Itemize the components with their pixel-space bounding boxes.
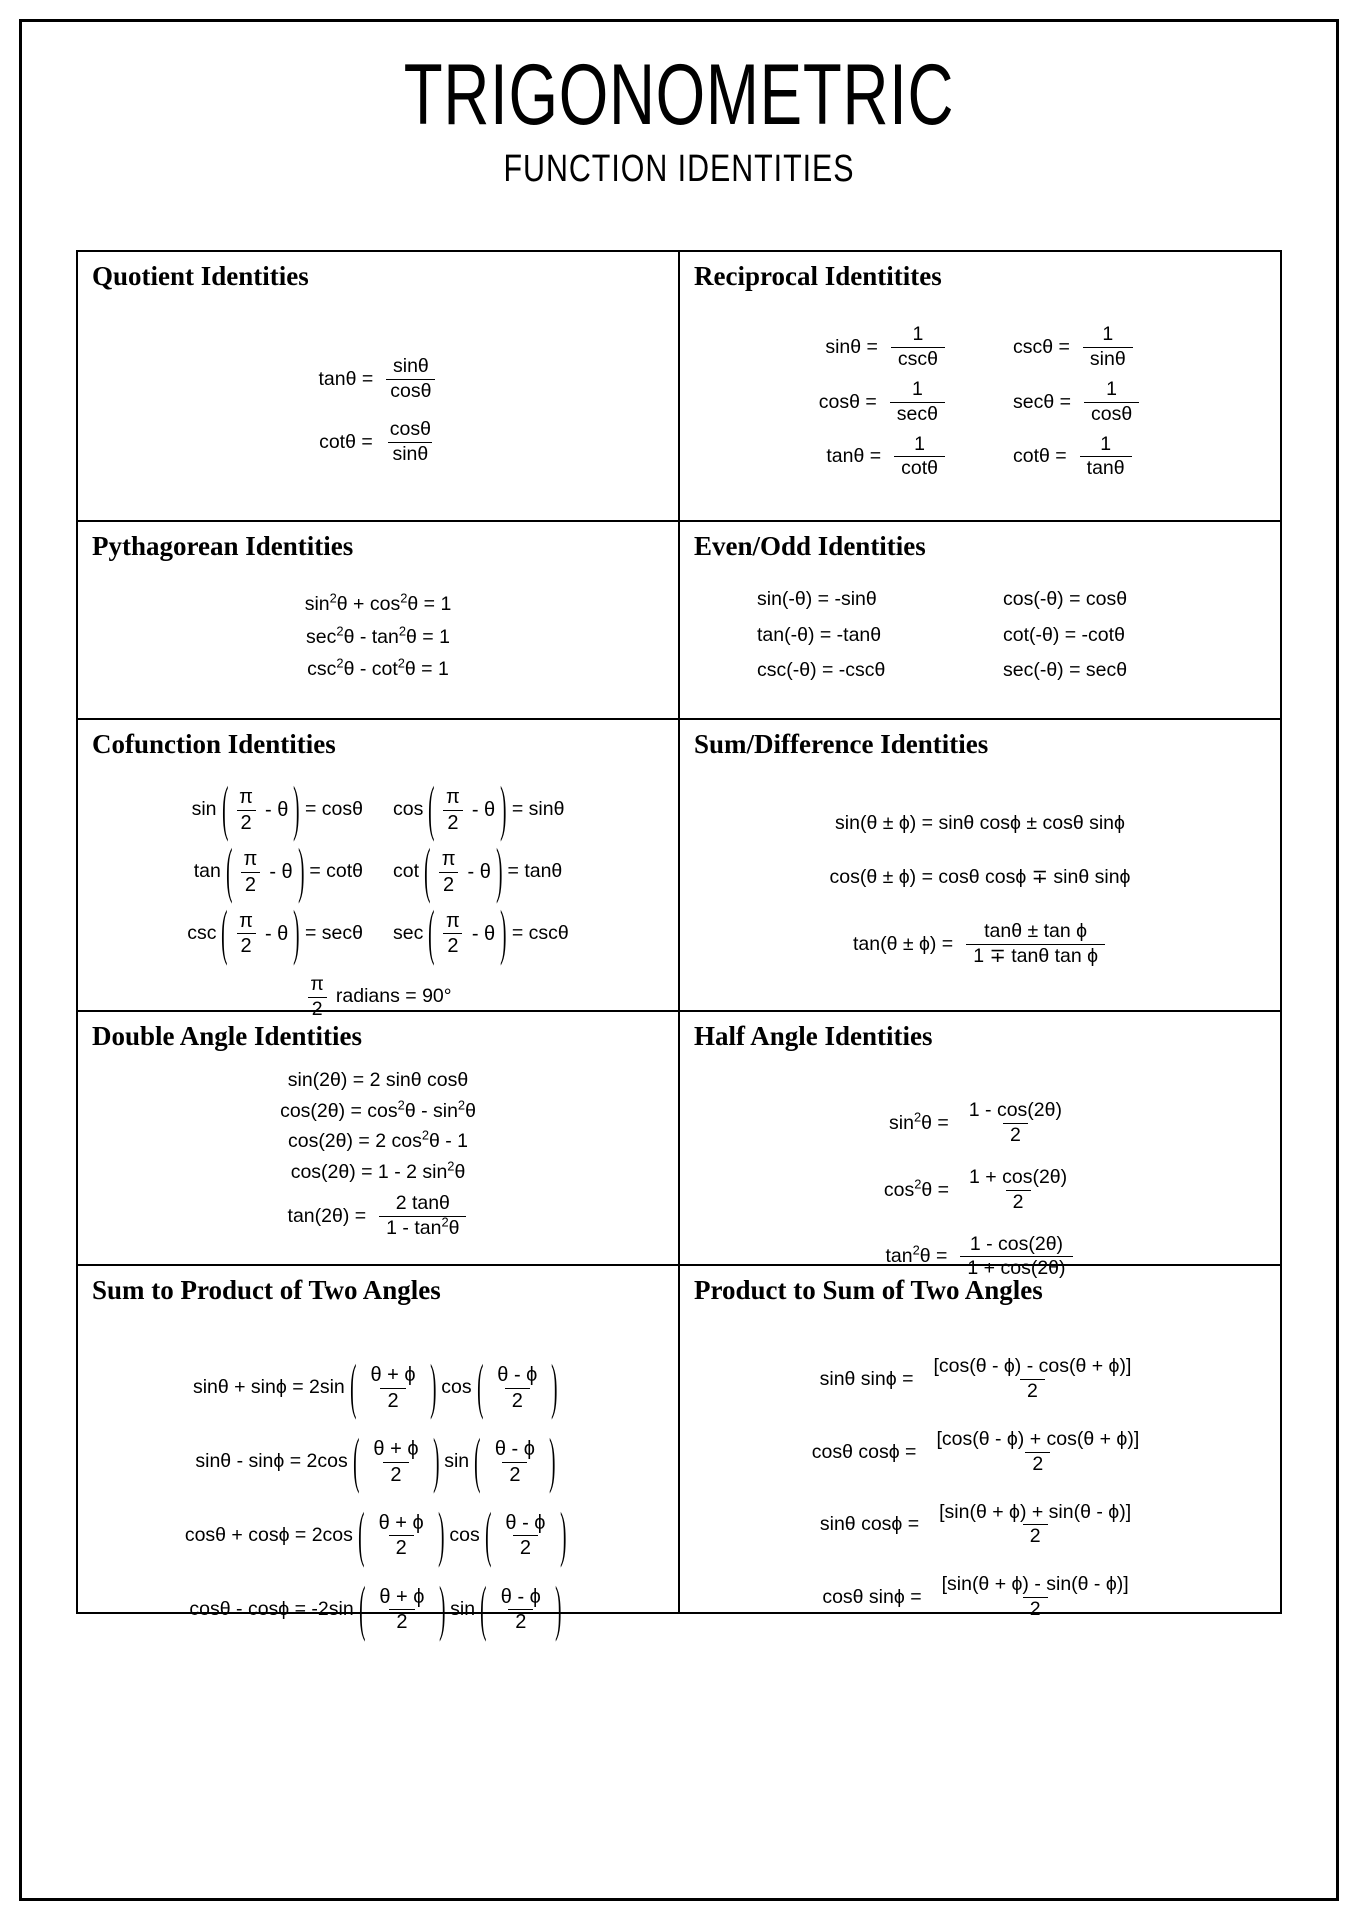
fraction-denominator: 2 — [237, 933, 256, 957]
grid-row — [77, 1265, 1281, 1613]
formula-mid: θ — [454, 1160, 466, 1183]
fraction-numerator: 1 — [912, 323, 924, 346]
paren-open: ( — [352, 1428, 360, 1496]
formula-text — [290, 1158, 466, 1183]
formula-row — [92, 356, 664, 403]
formula-end: θ = 1 — [407, 593, 452, 616]
fn-name: csc — [307, 658, 337, 681]
fraction-denominator: 2 — [241, 872, 260, 896]
exponent: 2 — [421, 1127, 429, 1143]
formula-lhs: cosθ cosϕ = — [811, 1440, 917, 1463]
formula-text: sec(-θ) = secθ — [1003, 659, 1128, 682]
cell-doubleangle — [77, 1011, 679, 1265]
grouping-parens — [217, 776, 306, 844]
formula-var: θ = — [921, 1178, 950, 1201]
fraction-numerator: θ + ϕ — [370, 1364, 416, 1387]
formula-row — [92, 590, 664, 616]
formula-pre: cos(2θ) = cos — [280, 1099, 398, 1122]
cell-cofunction — [77, 719, 679, 1020]
formula-row — [92, 1354, 664, 1422]
paren-open: ( — [428, 900, 435, 968]
fraction-numerator: 1 — [1106, 378, 1118, 400]
fn-name: tan — [193, 860, 221, 883]
fraction-numerator: cosθ — [389, 418, 431, 440]
formula-lhs: cotθ = — [319, 430, 373, 453]
paren-close: ) — [559, 1502, 567, 1570]
cell-reciprocal — [679, 251, 1281, 521]
formula-mid: θ - cot — [343, 658, 398, 681]
formula-rhs: = secθ — [304, 922, 363, 945]
formula-row — [694, 1100, 1266, 1147]
fraction-numerator: θ - ϕ — [505, 1511, 546, 1534]
formula-text: tan(-θ) = -tanθ — [757, 623, 882, 646]
fn-name: cos — [441, 1376, 472, 1399]
paren-open: ( — [428, 776, 435, 844]
grouping-parens — [221, 838, 310, 906]
fraction-denominator: 2 — [443, 933, 462, 957]
formula-var: θ = — [921, 1111, 949, 1134]
formula-row — [694, 434, 1266, 481]
paren-close: ) — [438, 1576, 446, 1644]
fraction-numerator: π — [243, 848, 258, 871]
formula-row — [694, 814, 1266, 834]
formula-mid: θ - 1 — [428, 1130, 469, 1153]
exponent: 2 — [447, 1158, 455, 1174]
formula-lhs — [885, 1242, 948, 1268]
fraction-denominator: 2 — [237, 810, 256, 834]
formula-post: θ — [465, 1099, 476, 1122]
paren-close: ) — [437, 1502, 445, 1570]
fraction-numerator: sinθ — [392, 355, 429, 378]
formula-row — [92, 1158, 664, 1183]
formula-lhs: tan(2θ) = — [287, 1204, 367, 1227]
formula-row — [694, 324, 1266, 371]
paren-open: ( — [424, 838, 431, 906]
formula-row — [694, 1574, 1266, 1621]
grouping-parens — [475, 1576, 566, 1644]
fn-name: sec — [392, 922, 424, 945]
fraction-denominator: 1 ∓ tanθ tan ϕ — [966, 944, 1105, 968]
fraction-denominator: 2 — [308, 997, 327, 1021]
formula-lhs: cosθ = — [818, 390, 877, 413]
fraction-denominator: cscθ — [891, 347, 945, 371]
formula-text: sin(-θ) = -sinθ — [757, 588, 877, 611]
fraction-numerator: [cos(θ - ϕ) + cos(θ + ϕ)] — [936, 1428, 1140, 1450]
section-heading-cofunction: Cofunction Identities — [92, 729, 336, 759]
den-post: θ — [448, 1217, 460, 1240]
formula-rhs: = cosθ — [305, 798, 363, 821]
grouping-parens — [216, 900, 305, 968]
grouping-parens — [354, 1576, 450, 1644]
formula-lhs: cscθ = — [1013, 335, 1070, 358]
grouping-parens — [419, 838, 508, 906]
paren-open: ( — [476, 1354, 484, 1422]
fn-name: sin — [450, 1597, 476, 1620]
formula-mid: θ - sin — [404, 1099, 458, 1122]
fraction-numerator: π — [239, 909, 253, 932]
exponent: 2 — [400, 590, 408, 606]
fraction-denominator: 2 — [513, 1535, 538, 1559]
fraction-numerator: θ + ϕ — [379, 1585, 425, 1608]
formula-row — [694, 865, 1266, 888]
fraction-denominator: secθ — [890, 402, 945, 426]
fn-name: cos — [449, 1524, 480, 1547]
formula-end: θ = 1 — [404, 658, 449, 681]
exponent: 2 — [913, 1109, 922, 1125]
formula-mid: θ + cos — [336, 593, 401, 616]
section-heading-producttosum: Product to Sum of Two Angles — [694, 1275, 1043, 1305]
fraction-numerator: 1 — [911, 378, 923, 400]
formula-lhs: sinθ cosϕ = — [819, 1513, 920, 1536]
paren-arg: - θ — [467, 861, 491, 884]
fraction-denominator: 2 — [1025, 1452, 1050, 1476]
fraction-numerator: 1 + cos(2θ) — [969, 1166, 1068, 1188]
formula-text: cot(-θ) = -cotθ — [1003, 623, 1125, 646]
formula-mid: θ - tan — [343, 625, 399, 648]
formula-lhs: sinθ sinϕ = — [819, 1367, 914, 1390]
formula-end: θ = 1 — [406, 625, 450, 648]
section-heading-quotient: Quotient Identities — [92, 261, 309, 291]
fraction-denominator: 2 — [389, 1609, 414, 1633]
formula-text: sin(2θ) = 2 sinθ cosθ — [287, 1069, 469, 1092]
fraction-denominator: 2 — [505, 1388, 530, 1412]
paren-close: ) — [500, 900, 507, 968]
formula-lhs: cotθ = — [1013, 445, 1067, 468]
fraction-denominator: cosθ — [1084, 402, 1139, 426]
formula-lhs: sinθ - sinϕ = 2cos — [195, 1450, 348, 1473]
formula-row — [694, 1356, 1266, 1403]
formula-row — [92, 1576, 664, 1644]
formula-text — [304, 590, 452, 616]
formula-lhs: tanθ = — [826, 445, 882, 468]
formula-text — [306, 623, 450, 648]
paren-close: ) — [500, 776, 507, 844]
fn-name: sin — [889, 1111, 914, 1134]
formula-row — [92, 838, 664, 906]
paren-open: ( — [349, 1354, 357, 1422]
fraction-numerator: π — [446, 909, 460, 932]
exponent: 2 — [398, 623, 407, 639]
paren-close: ) — [293, 776, 300, 844]
formula-row — [92, 1193, 664, 1240]
exponent: 2 — [457, 1097, 466, 1113]
paren-open: ( — [358, 1576, 366, 1644]
grid-row — [77, 251, 1281, 521]
exponent: 2 — [336, 655, 344, 671]
formula-lhs: sinθ = — [825, 335, 878, 358]
fn-name: sin — [304, 593, 330, 616]
formula-lhs: sinθ + sinϕ = 2sin — [192, 1376, 345, 1399]
formula-var: θ = — [919, 1245, 948, 1268]
paren-open: ( — [474, 1428, 481, 1496]
paren-close: ) — [429, 1354, 437, 1422]
fraction-numerator: 1 - cos(2θ) — [969, 1232, 1064, 1255]
cell-evenodd — [679, 521, 1281, 719]
formula-row — [92, 1127, 664, 1153]
cell-producttosum — [679, 1265, 1281, 1621]
fraction-denominator: cotθ — [894, 456, 945, 480]
formula-text: csc(-θ) = -cscθ — [757, 659, 886, 682]
formula-lhs: secθ = — [1013, 390, 1071, 413]
fraction-denominator: 2 — [1023, 1597, 1048, 1621]
grouping-parens — [348, 1428, 444, 1496]
paren-open: ( — [221, 900, 228, 968]
formula-row — [92, 1428, 664, 1496]
fraction-denominator: 2 — [502, 1462, 527, 1486]
fraction-denominator: 2 — [508, 1609, 533, 1633]
formula-row — [92, 900, 664, 968]
fn-name: sec — [306, 625, 337, 648]
formula-text: sin(θ ± ϕ) = sinθ cosϕ ± cosθ sinϕ — [835, 812, 1125, 835]
formula-rhs: = tanθ — [507, 860, 563, 883]
paren-arg: - θ — [264, 799, 289, 822]
formula-row — [694, 590, 1266, 610]
paren-open: ( — [480, 1576, 487, 1644]
formula-lhs — [889, 1109, 949, 1134]
paren-close: ) — [549, 1428, 556, 1496]
fraction-numerator: π — [441, 848, 456, 871]
page-subtitle: FUNCTION IDENTITIES — [503, 148, 855, 190]
paren-arg: - θ — [269, 861, 293, 884]
fn-name: sin — [191, 798, 217, 821]
formula-pre: cos(2θ) = 1 - 2 sin — [290, 1160, 448, 1183]
fn-name: sin — [444, 1450, 470, 1473]
paren-arg: - θ — [264, 922, 289, 945]
exponent: 2 — [397, 655, 405, 671]
fraction-numerator: [sin(θ + ϕ) + sin(θ - ϕ)] — [939, 1500, 1132, 1523]
paren-close: ) — [496, 838, 503, 906]
exponent: 2 — [397, 1097, 405, 1113]
fraction-numerator: θ + ϕ — [378, 1511, 424, 1534]
fraction-numerator: 2 tanθ — [395, 1192, 450, 1215]
formula-pre: cos(2θ) = 2 cos — [287, 1130, 422, 1153]
paren-close: ) — [555, 1576, 562, 1644]
formula-lhs: cosθ - cosϕ = -2sin — [189, 1597, 354, 1620]
fraction-numerator: θ - ϕ — [497, 1364, 538, 1387]
fraction-numerator: θ + ϕ — [373, 1438, 419, 1461]
formula-row — [92, 776, 664, 844]
cell-pythagorean — [77, 521, 679, 719]
fraction-denominator: 1 + cos(2θ) — [960, 1256, 1072, 1280]
cell-quotient — [77, 251, 679, 521]
identities-grid — [76, 250, 1282, 1644]
note-text: radians = 90° — [335, 985, 452, 1008]
paren-close: ) — [551, 1354, 558, 1422]
grid-row — [77, 1011, 1281, 1265]
formula-rhs: = cotθ — [309, 860, 363, 883]
grouping-parens — [423, 776, 512, 844]
formula-row — [694, 921, 1266, 968]
formula-rhs: = sinθ — [511, 798, 565, 821]
fraction-numerator: π — [239, 786, 253, 809]
fraction-numerator: π — [446, 786, 460, 809]
paren-open: ( — [358, 1502, 365, 1570]
formula-row — [92, 655, 664, 681]
formula-rhs: = cscθ — [511, 922, 569, 945]
grouping-parens — [469, 1428, 560, 1496]
paren-close: ) — [432, 1428, 440, 1496]
fraction-denominator: 2 — [380, 1388, 405, 1412]
fraction-numerator: 1 - cos(2θ) — [968, 1099, 1062, 1122]
fraction-denominator: 2 — [443, 810, 462, 834]
fraction-numerator: [cos(θ - ϕ) - cos(θ + ϕ)] — [933, 1355, 1132, 1378]
grouping-parens — [480, 1502, 571, 1570]
exponent: 2 — [336, 623, 344, 639]
formula-text: cos(-θ) = cosθ — [1003, 588, 1128, 611]
paren-arg: - θ — [471, 922, 496, 945]
fraction-denominator — [379, 1216, 466, 1240]
exponent: 2 — [914, 1176, 922, 1192]
section-heading-sumdiff: Sum/Difference Identities — [694, 729, 989, 759]
formula-lhs: cosθ + cosϕ = 2cos — [184, 1524, 353, 1547]
formula-lhs: cosθ sinϕ = — [822, 1585, 922, 1608]
fn-name: cos — [393, 798, 424, 821]
fraction-denominator: 2 — [389, 1535, 414, 1559]
formula-row — [694, 623, 1266, 646]
cell-sumtoproduct — [77, 1265, 679, 1644]
fraction-denominator: cosθ — [386, 379, 435, 403]
section-heading-pythagorean: Pythagorean Identities — [92, 531, 354, 561]
paren-close: ) — [293, 900, 300, 968]
fraction-denominator: 2 — [1006, 1190, 1031, 1214]
formula-row — [92, 623, 664, 648]
formula-row — [92, 1097, 664, 1122]
grid-row — [77, 521, 1281, 719]
fn-name: cos — [883, 1178, 915, 1201]
exponent: 2 — [441, 1214, 449, 1230]
grouping-parens — [345, 1354, 441, 1422]
den-pre: 1 - tan — [386, 1217, 442, 1240]
section-heading-doubleangle: Double Angle Identities — [92, 1021, 363, 1051]
fraction-denominator: 2 — [383, 1462, 408, 1486]
exponent: 2 — [912, 1242, 920, 1258]
title-block — [0, 47, 1358, 190]
paren-open: ( — [484, 1502, 492, 1570]
fraction-numerator: 1 — [1102, 323, 1114, 346]
fraction-denominator: 2 — [1003, 1123, 1028, 1147]
paren-open: ( — [221, 776, 229, 844]
section-heading-sumtoproduct: Sum to Product of Two Angles — [92, 1275, 441, 1305]
grid-row — [77, 719, 1281, 1011]
grouping-parens — [472, 1354, 563, 1422]
paren-open: ( — [225, 838, 233, 906]
formula-row — [694, 379, 1266, 426]
formula-text: cos(θ ± ϕ) = cosθ cosϕ ∓ sinθ sinϕ — [829, 865, 1131, 888]
formula-row — [92, 419, 664, 466]
fraction-numerator: [sin(θ + ϕ) - sin(θ - ϕ)] — [941, 1573, 1129, 1596]
fraction-numerator: π — [310, 972, 324, 995]
page-title: TRIGONOMETRIC — [403, 47, 955, 143]
section-heading-evenodd: Even/Odd Identities — [694, 531, 926, 561]
fraction-numerator: θ - ϕ — [500, 1585, 541, 1608]
fn-name: cot — [393, 860, 420, 883]
formula-text — [287, 1127, 469, 1153]
exponent: 2 — [329, 590, 337, 606]
fraction-numerator: tanθ ± tan ϕ — [984, 920, 1088, 943]
fn-name: tan — [885, 1245, 913, 1268]
section-heading-halfangle: Half Angle Identities — [694, 1021, 933, 1051]
paren-arg: - θ — [471, 799, 496, 822]
section-heading-reciprocal: Reciprocal Identitites — [694, 261, 942, 291]
grouping-parens — [423, 900, 512, 968]
fraction-denominator: 2 — [439, 872, 458, 896]
fraction-numerator: 1 — [1100, 432, 1112, 455]
formula-text — [307, 655, 449, 681]
paren-close: ) — [297, 838, 305, 906]
formula-lhs — [883, 1176, 950, 1201]
fraction-denominator: sinθ — [1083, 347, 1133, 371]
formula-row — [694, 1167, 1266, 1214]
formula-row — [694, 1429, 1266, 1476]
formula-row — [694, 661, 1266, 681]
grouping-parens — [353, 1502, 449, 1570]
cell-sumdiff — [679, 719, 1281, 1011]
fraction-numerator: θ - ϕ — [494, 1438, 535, 1461]
fraction-denominator: tanθ — [1080, 456, 1132, 480]
formula-text — [280, 1097, 476, 1122]
formula-row — [92, 1502, 664, 1570]
fn-name: csc — [187, 922, 217, 945]
fraction-denominator: 2 — [1020, 1379, 1045, 1403]
fraction-numerator: 1 — [914, 432, 925, 455]
formula-lhs: tan(θ ± ϕ) = — [852, 932, 954, 955]
formula-lhs: tanθ = — [318, 367, 374, 390]
fraction-denominator: 2 — [1023, 1524, 1048, 1548]
fraction-denominator: sinθ — [388, 442, 432, 466]
formula-row — [694, 1502, 1266, 1549]
formula-row — [92, 1071, 664, 1091]
